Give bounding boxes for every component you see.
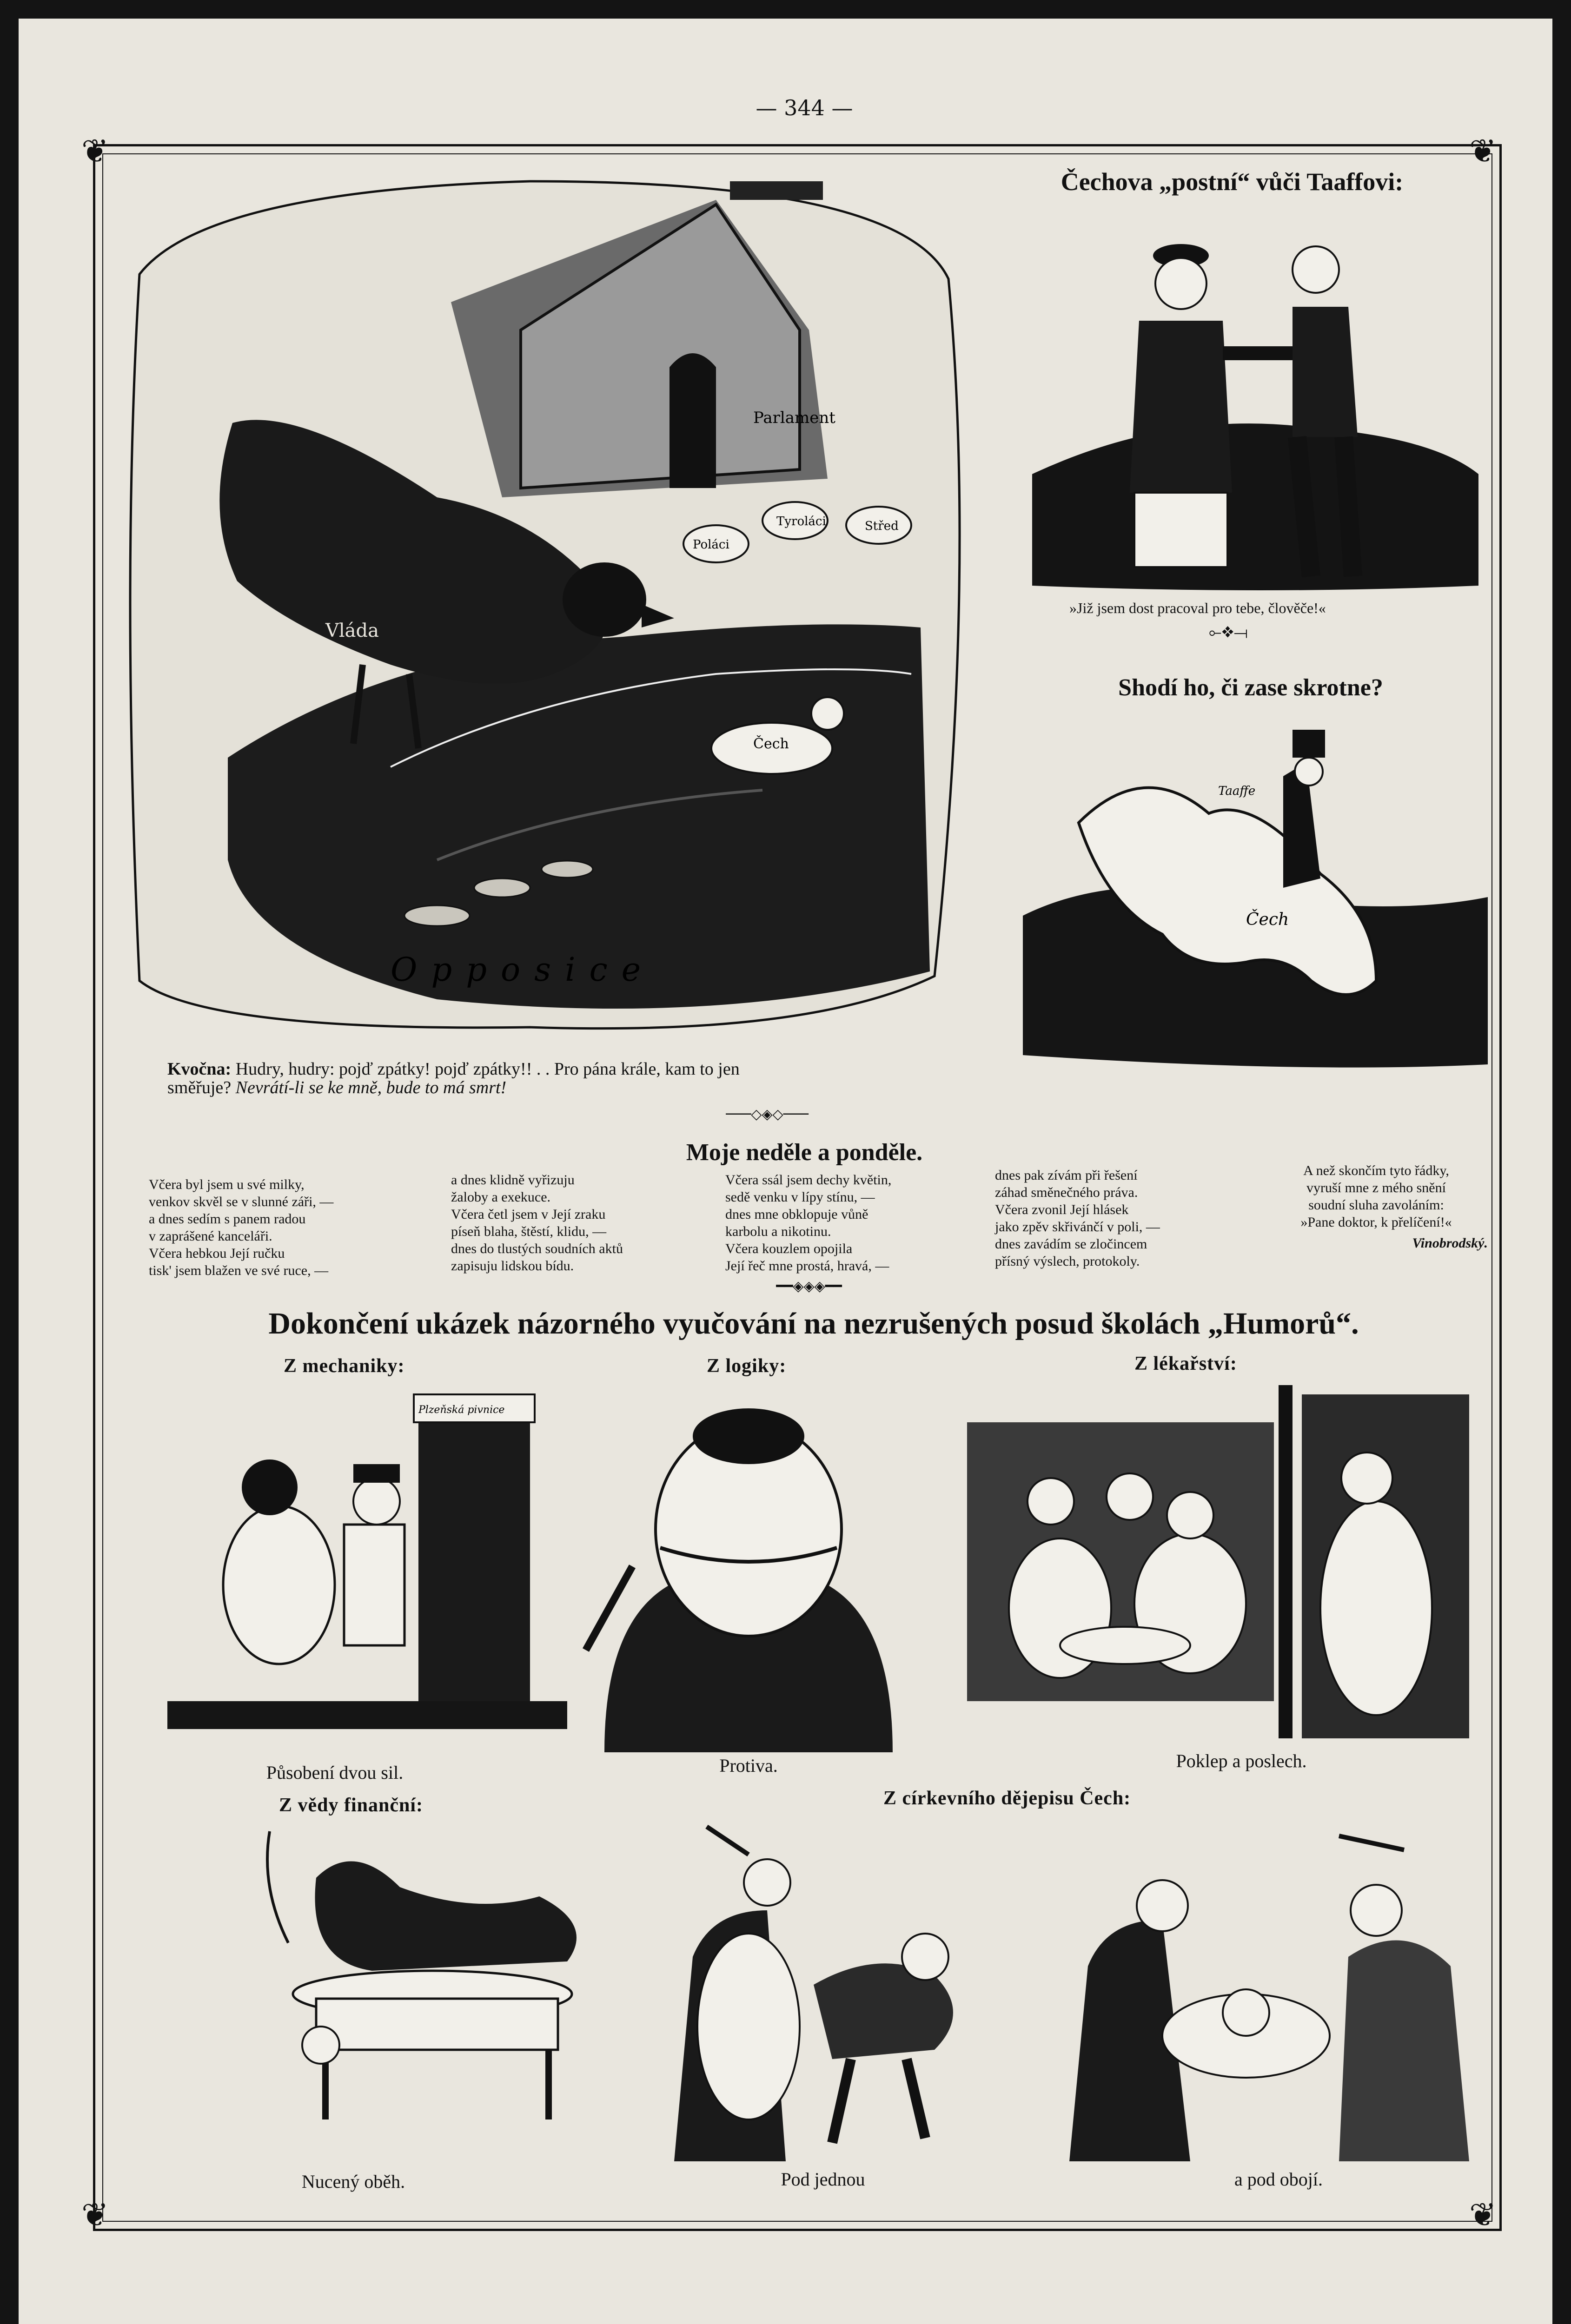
corner-ornament-icon: ❦ bbox=[81, 2196, 109, 2234]
newspaper-page bbox=[19, 19, 1552, 2324]
opposition-label: Opposice bbox=[391, 951, 655, 989]
poem-column-1 bbox=[149, 1176, 409, 1279]
poem-line: Včera zvonil Její hlásek bbox=[995, 1202, 1129, 1217]
church-both-illustration bbox=[1051, 1817, 1483, 2161]
poem-line: dnes pak zívám při řešení bbox=[995, 1168, 1138, 1183]
poem-line: přísný výslech, protokoly. bbox=[995, 1254, 1140, 1269]
poem-line: Její řeč mne prostá, hravá, — bbox=[725, 1258, 889, 1274]
cech-taaffe-illustration bbox=[1032, 214, 1478, 595]
divider-ornament-icon: ━━◈◈◈━━ bbox=[776, 1278, 842, 1294]
church-caption-2: a pod obojí. bbox=[1234, 2169, 1323, 2190]
poem-line: píseň blaha, štěstí, klidu, — bbox=[451, 1224, 607, 1239]
poem-line: dnes do tlustých soudních aktů bbox=[451, 1241, 623, 1256]
logic-heading: Z logiky: bbox=[707, 1355, 787, 1377]
caption-line2b: Nevrátí-li se ke mně, bude to má smrt! bbox=[235, 1078, 507, 1097]
poem-line: Včera hebkou Její ručku bbox=[149, 1246, 285, 1261]
church-caption-1: Pod jednou bbox=[781, 2169, 865, 2190]
poem-line: a dnes klidně vyřizuju bbox=[451, 1172, 575, 1188]
mechanics-heading: Z mechaniky: bbox=[284, 1355, 405, 1377]
poem-column-5 bbox=[1265, 1162, 1488, 1252]
corner-ornament-icon: ❦ bbox=[81, 132, 109, 170]
poem-line: žaloby a exekuce. bbox=[451, 1189, 551, 1205]
rider-label: Taaffe bbox=[1218, 784, 1256, 798]
parliament-label: Parlament bbox=[753, 409, 835, 427]
center-label: Střed bbox=[865, 519, 899, 533]
caption-text: Hudry, hudry: pojď zpátky! pojď zpátky!! . . Pro pána krále, kam to jen bbox=[231, 1059, 740, 1079]
poem-signature: Vinobrodský. bbox=[1412, 1235, 1488, 1251]
poem-line: karbolu a nikotinu. bbox=[725, 1224, 831, 1239]
poem-line: Včera ssál jsem dechy květin, bbox=[725, 1172, 892, 1188]
poland-label: Poláci bbox=[693, 538, 729, 552]
poem-line: Včera četl jsem v Její zraku bbox=[451, 1207, 606, 1222]
poem-line: dnes mne obklopuje vůně bbox=[725, 1207, 868, 1222]
taaffe-quote: »Již jsem dost pracoval pro tebe, člověče!« bbox=[1069, 600, 1326, 616]
finance-caption: Nucený oběh. bbox=[301, 2171, 405, 2192]
poem-line: vyruší mne z mého snění bbox=[1306, 1180, 1446, 1195]
corner-ornament-icon: ❦ bbox=[1469, 132, 1497, 170]
finance-heading: Z vědy finanční: bbox=[279, 1795, 424, 1816]
throw-him-title: Shodí ho, či zase skrotne? bbox=[1118, 674, 1383, 701]
poem-line: »Pane doktor, k přelíčení!« bbox=[1300, 1215, 1452, 1230]
finance-illustration bbox=[232, 1822, 632, 2157]
horse-label: Čech bbox=[1246, 910, 1289, 929]
caption-speaker: Kvočna: bbox=[167, 1059, 232, 1079]
hen-parliament-illustration bbox=[112, 163, 976, 1046]
poem-line: A než skončím tyto řádky, bbox=[1303, 1163, 1449, 1178]
tyrol-label: Tyroláci bbox=[776, 515, 826, 528]
lessons-title: Dokončení ukázek názorného vyučování na nezrušených posud školách „Humorů“. bbox=[268, 1307, 1359, 1340]
logic-caption: Protiva. bbox=[719, 1755, 778, 1776]
mechanics-caption: Působení dvou sil. bbox=[266, 1762, 404, 1783]
caption-line2a: směřuje? bbox=[167, 1078, 236, 1097]
cech-taaffe-title: Čechova „postní“ vůči Taaffovi: bbox=[1061, 168, 1404, 196]
cech-duck-label: Čech bbox=[753, 736, 789, 752]
divider-ornament-icon: ───◇◈◇─── bbox=[726, 1106, 809, 1122]
poem-line: Včera byl jsem u své milky, bbox=[149, 1177, 305, 1192]
corner-ornament-icon: ❦ bbox=[1469, 2196, 1497, 2234]
poem-column-3 bbox=[725, 1171, 976, 1274]
poem-line: soudní sluha zavoláním: bbox=[1308, 1197, 1444, 1213]
poem-line: dnes zavádím se zločincem bbox=[995, 1236, 1147, 1252]
poem-line: tisk' jsem blažen ve své ruce, — bbox=[149, 1263, 329, 1278]
poem-line: Včera kouzlem opojila bbox=[725, 1241, 853, 1256]
poem-line: sedě venku v lípy stínu, — bbox=[725, 1189, 875, 1205]
mechanics-illustration bbox=[158, 1385, 577, 1757]
church-one-illustration bbox=[637, 1817, 1037, 2161]
church-heading: Z církevního dějepisu Čech: bbox=[883, 1788, 1131, 1809]
poem-column-2 bbox=[451, 1171, 702, 1274]
poem-line: venkov skvěl se v slunné záři, — bbox=[149, 1194, 334, 1209]
hen-label: Vláda bbox=[325, 620, 379, 641]
medicine-illustration bbox=[958, 1385, 1478, 1757]
horse-rider-illustration bbox=[1023, 720, 1488, 1074]
poem-line: v zaprášené kanceláři. bbox=[149, 1228, 272, 1244]
medicine-heading: Z lékařství: bbox=[1134, 1353, 1237, 1374]
page-number: — 344 — bbox=[756, 95, 853, 120]
poem-column-4 bbox=[995, 1167, 1246, 1270]
poem-line: jako zpěv skřivánčí v poli, — bbox=[995, 1219, 1160, 1235]
pub-sign: Plzeňská pivnice bbox=[418, 1404, 505, 1416]
poem-line: záhad směnečného práva. bbox=[995, 1185, 1138, 1200]
poem-title: Moje neděle a ponděle. bbox=[686, 1139, 923, 1166]
logic-illustration bbox=[577, 1390, 921, 1752]
poem-line: a dnes sedím s panem radou bbox=[149, 1211, 306, 1227]
divider-ornament-icon: ⟜❖⟞ bbox=[1209, 623, 1248, 641]
poem-line: zapisuju lidskou bídu. bbox=[451, 1258, 574, 1274]
hen-caption bbox=[167, 1060, 986, 1097]
medicine-caption: Poklep a poslech. bbox=[1176, 1750, 1307, 1771]
